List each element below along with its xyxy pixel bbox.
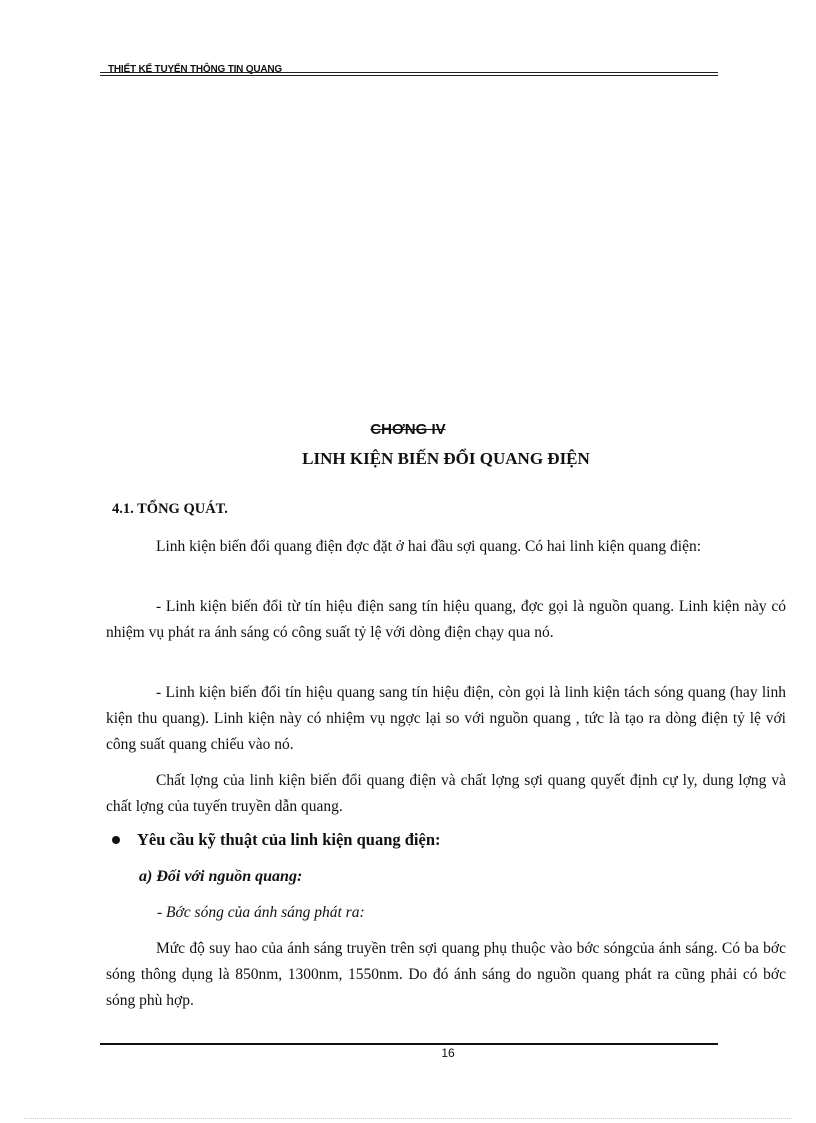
running-header-title: THIẾT KẾ TUYẾN THÔNG TIN QUANG [108,64,283,75]
bullet-text: Yêu cầu kỹ thuật của linh kiện quang điện: [137,830,441,849]
chapter-title: CHƠNG IV [370,421,446,438]
paragraph-light-source: - Linh kiện biến đổi từ tín hiệu điện sang tín hiệu quang, đợc gọi là nguồn quang. Linh kiện này có nhiệm vụ phát ra ánh sáng có công suất tỷ lệ với dòng điện chạy qua nó. [106,598,786,641]
paragraph-wavelength: Mức độ suy hao của ánh sáng truyền trên sợi quang phụ thuộc vào bớc sóngcủa ánh sáng. Có ba bớc sóng thông dụng là 850nm, 1300nm, 1550nm. Do đó ánh sáng do nguồn quang phát ra cũng phải có bớc sóng phù hợp. [106,940,786,1009]
paragraph-quality: Chất lợng của linh kiện biến đổi quang điện và chất lợng sợi quang quyết định cự ly, dung lợng và chất lợng của tuyến truyền dẫn quang. [106,772,786,815]
subsection-light-source: a) Đối với nguồn quang: [139,868,303,885]
header-rule [100,72,718,73]
footer-rule [100,1043,718,1045]
header-rule-double [100,75,718,76]
chapter-subtitle: LINH KIỆN BIẾN ĐỔI QUANG ĐIỆN [302,449,590,468]
page-edge-divider [24,1118,792,1119]
bullet-requirements [112,830,441,850]
bullet-dot-icon [112,836,120,844]
paragraph-detector: - Linh kiện biến đổi tín hiệu quang sang tín hiệu điện, còn gọi là linh kiện tách sóng quang (hay linh kiện thu quang). Linh kiện này có nhiệm vụ ngợc lại so với nguồn quang , tức là tạo ra dòng điện tỷ lệ với công suất quang chiếu vào nó. [106,684,786,753]
subitem-wavelength: - Bớc sóng của ánh sáng phát ra: [157,904,365,921]
page-number: 16 [441,1046,455,1060]
paragraph-intro: Linh kiện biến đổi quang điện đợc đặt ở hai đầu sợi quang. Có hai linh kiện quang điện: [156,538,702,555]
section-heading: 4.1. TỔNG QUÁT. [112,501,228,517]
running-header [100,64,718,78]
